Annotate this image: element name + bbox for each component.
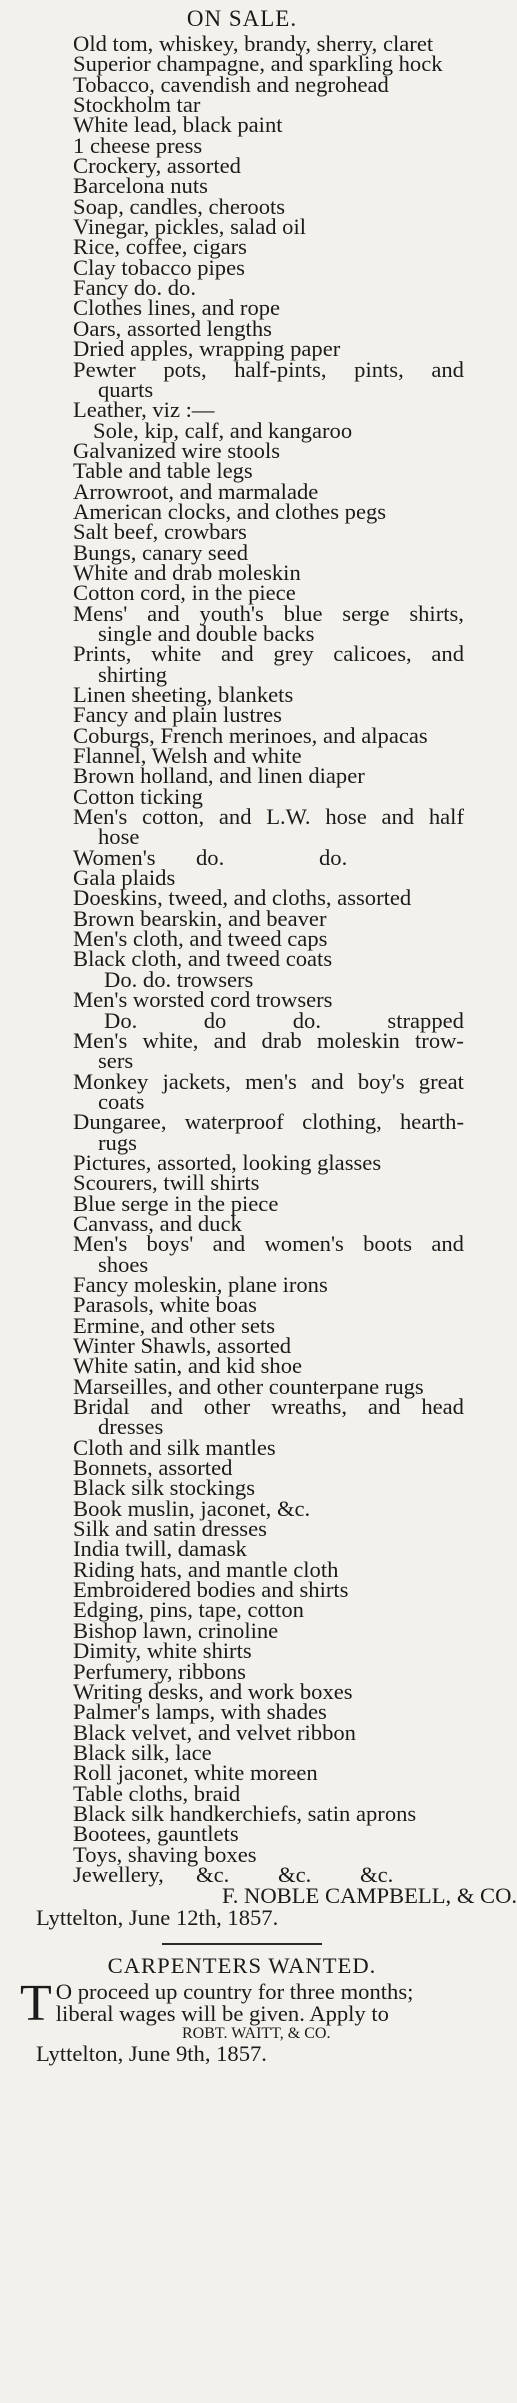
drop-cap-letter: T (20, 1975, 52, 2033)
carpenters-advert (12, 1953, 472, 2065)
list-item: Black cloth, and tweed coats (73, 946, 333, 972)
list-item: Palmer's lamps, with shades (73, 1699, 327, 1725)
list-item-word: do. (292, 1007, 321, 1033)
list-item: rugs (98, 1129, 137, 1155)
list-item-word: boys' (146, 1231, 194, 1257)
carpenters-line: liberal wages will be given. Apply to (55, 2001, 389, 2027)
list-item: Clothes lines, and rope (73, 295, 281, 321)
list-item: Cloth and silk mantles (73, 1434, 276, 1460)
list-item-word: and (150, 1394, 183, 1420)
list-item: Do. do. trowsers (104, 966, 254, 992)
carpenters-dateline: Lyttelton, June 9th, 1857. (36, 2041, 267, 2067)
list-item-word: Bridal (73, 1394, 130, 1420)
list-item: Pictures, assorted, looking glasses (73, 1149, 382, 1175)
list-item: Coburgs, French merinoes, and alpacas (73, 722, 428, 748)
list-item-word: and (431, 356, 464, 382)
list-item-word: head (421, 1394, 464, 1420)
list-item-word: pints, (354, 356, 404, 382)
list-item: Fancy moleskin, plane irons (73, 1271, 328, 1297)
list-item: Arrowroot, and marmalade (73, 478, 319, 504)
list-item: Table cloths, braid (73, 1780, 241, 1806)
list-item-word: hose (325, 804, 367, 830)
list-item-word: Do. (104, 1007, 138, 1033)
list-item: Old tom, whiskey, brandy, sherry, claret (73, 31, 434, 56)
list-item: Toys, shaving boxes (73, 1841, 257, 1867)
list-item-word: great (418, 1068, 464, 1094)
list-item-word: and (431, 641, 464, 667)
list-item: Oars, assorted lengths (73, 315, 272, 341)
list-item-word: half-pints, (234, 356, 327, 382)
list-item-word: white (151, 641, 202, 667)
list-item: Gala plaids (73, 865, 176, 891)
list-item-word: shirts, (409, 600, 464, 626)
list-item: American clocks, and clothes pegs (73, 498, 387, 524)
list-item: Vinegar, pickles, salad oil (73, 214, 307, 240)
goods-list (12, 31, 472, 1887)
list-item: Edging, pins, tape, cotton (73, 1597, 304, 1623)
list-item: Superior champagne, and sparkling hock (73, 51, 443, 77)
list-item: quarts (98, 376, 154, 402)
list-item-word: men's (245, 1068, 297, 1094)
list-item-word: wreaths, (271, 1394, 347, 1420)
list-item (12, 1394, 472, 1420)
list-item: Writing desks, and work boxes (73, 1678, 353, 1704)
list-item-column: Women's (73, 844, 156, 870)
list-item-word: women's (264, 1231, 344, 1257)
list-item-word: and (311, 1068, 344, 1094)
list-item: Book muslin, jaconet, &c. (73, 1495, 311, 1521)
list-item-word: Men's (73, 1231, 128, 1257)
list-item: Marseilles, and other counterpane rugs (73, 1373, 424, 1399)
list-item: White satin, and kid shoe (73, 1353, 303, 1379)
list-item-word: do (203, 1007, 227, 1033)
list-item: Winter Shawls, assorted (73, 1333, 292, 1358)
list-item: Stockholm tar (73, 92, 201, 118)
list-item: Bishop lawn, crinoline (73, 1617, 279, 1643)
list-item-word: Mens' (73, 600, 128, 626)
list-item: hose (98, 824, 140, 850)
list-item: Roll jaconet, white moreen (73, 1760, 318, 1786)
list-item-word: and (147, 600, 180, 626)
list-item-word: drab (261, 1027, 302, 1053)
list-item: shoes (98, 1251, 149, 1277)
list-item: Canvass, and duck (73, 1210, 242, 1236)
list-item: Men's cloth, and tweed caps (73, 926, 328, 952)
list-item: Clay tobacco pipes (73, 254, 245, 280)
advert-dateline: Lyttelton, June 12th, 1857. (36, 1905, 279, 1931)
list-item: coats (98, 1088, 145, 1114)
list-item-word: boy's (357, 1068, 405, 1094)
list-item: Barcelona nuts (73, 173, 208, 199)
list-item-word: blue (283, 600, 323, 626)
list-item-word: jackets, (162, 1068, 231, 1094)
list-item (12, 641, 472, 667)
list-item: India twill, damask (73, 1536, 247, 1562)
list-item: Embroidered bodies and shirts (73, 1577, 349, 1603)
list-item: Black silk, lace (73, 1739, 212, 1765)
carpenters-body (12, 1975, 472, 2033)
list-item (12, 804, 472, 830)
list-item-word: cotton, (142, 804, 205, 830)
list-item: single and double backs (98, 620, 315, 646)
list-item-word: Prints, (73, 641, 132, 667)
list-item-word: trow- (415, 1027, 464, 1053)
list-item-word: calicoes, (333, 641, 412, 667)
on-sale-heading: ON SALE. (186, 6, 298, 31)
list-item-word: and (381, 804, 415, 830)
list-item: Blue serge in the piece (73, 1190, 279, 1216)
advert-divider (162, 1943, 322, 1945)
list-item-word: L.W. (266, 804, 311, 830)
list-item-word: and (212, 1231, 246, 1257)
list-item: Dimity, white shirts (73, 1638, 252, 1664)
list-item: Brown holland, and linen diaper (73, 763, 365, 789)
list-item: Cotton cord, in the piece (73, 580, 296, 606)
list-item-column: &c. (360, 1861, 394, 1887)
list-item-column: do. (196, 844, 225, 870)
list-item: sers (98, 1048, 134, 1074)
list-item: Sole, kip, calf, and kangaroo (93, 417, 353, 443)
list-item: Doeskins, tweed, and cloths, assorted (73, 885, 412, 911)
list-item: Black velvet, and velvet ribbon (73, 1719, 356, 1745)
list-item: Crockery, assorted (73, 153, 241, 179)
list-item-word: youth's (199, 600, 264, 626)
list-item: Perfumery, ribbons (73, 1658, 246, 1684)
list-item: Table and table legs (73, 458, 253, 484)
list-item: Fancy do. do. (73, 275, 196, 301)
list-item-word: Pewter (73, 356, 136, 382)
list-item: Salt beef, crowbars (73, 519, 247, 545)
list-item: Linen sheeting, blankets (73, 682, 294, 707)
list-item-word: and (431, 1231, 464, 1257)
list-item (12, 1861, 472, 1887)
list-item: Tobacco, cavendish and negrohead (73, 71, 389, 97)
carpenters-signature: ROBT. WAITT, & CO. (182, 2025, 331, 2043)
list-item: Men's worsted cord trowsers (73, 987, 333, 1013)
list-item: Leather, viz :— (73, 397, 215, 423)
list-item: Dried apples, wrapping paper (73, 336, 341, 362)
list-item: Parasols, white boas (73, 1292, 257, 1318)
list-item: Bungs, canary seed (73, 539, 249, 565)
list-item-word: boots (363, 1231, 413, 1257)
list-item: Bootees, gauntlets (73, 1821, 239, 1847)
list-item: Silk and satin dresses (73, 1516, 267, 1542)
list-item: White and drab moleskin (73, 559, 301, 585)
list-item: shirting (98, 661, 168, 687)
list-item-word: pots, (163, 356, 207, 382)
list-item (12, 1109, 472, 1135)
list-item: dresses (98, 1414, 164, 1440)
list-item-column: Jewellery, (73, 1861, 164, 1887)
list-item-word: and (213, 1027, 247, 1053)
list-item-word: strapped (387, 1007, 464, 1033)
list-item (12, 356, 472, 382)
list-item-word: grey (273, 641, 314, 667)
list-item: Scourers, twill shirts (73, 1170, 260, 1196)
list-item-column: do. (319, 844, 348, 870)
list-item: 1 cheese press (73, 132, 203, 158)
list-item-word: and (218, 804, 252, 830)
list-item: Ermine, and other sets (73, 1312, 276, 1338)
list-item-word: serge (342, 600, 390, 626)
list-item-column: &c. (278, 1861, 312, 1887)
list-item-word: other (203, 1394, 251, 1420)
list-item-word: Men's (73, 804, 128, 830)
list-item: Soap, candles, cheroots (73, 193, 286, 219)
list-item: Black silk stockings (73, 1475, 255, 1501)
carpenters-heading: CARPENTERS WANTED. (107, 1953, 377, 1979)
list-item: Cotton ticking (73, 783, 203, 809)
list-item: White lead, black paint (73, 112, 283, 138)
list-item: Rice, coffee, cigars (73, 234, 247, 260)
list-item: Bonnets, assorted (73, 1455, 233, 1481)
list-item-word: waterproof (184, 1109, 284, 1135)
list-item-word: white, (142, 1027, 199, 1053)
list-item-column: &c. (196, 1861, 230, 1887)
list-item-word: Dungaree, (73, 1109, 167, 1135)
list-item (12, 1231, 472, 1257)
list-item-word: Men's (73, 1027, 128, 1053)
list-item: Flannel, Welsh and white (73, 743, 302, 769)
list-item: Galvanized wire stools (73, 437, 281, 463)
list-item-word: and (221, 641, 254, 667)
merchant-signature: F. NOBLE CAMPBELL, & CO. (222, 1883, 517, 1909)
carpenters-line: O proceed up country for three months; (55, 1979, 414, 2005)
list-item-word: moleskin (316, 1027, 400, 1053)
list-item: Fancy and plain lustres (73, 702, 282, 728)
list-item-word: and (367, 1394, 401, 1420)
list-item: Brown bearskin, and beaver (73, 905, 327, 931)
list-item (12, 1068, 472, 1094)
list-item-word: half (428, 804, 464, 830)
list-item-word: Monkey (73, 1068, 149, 1094)
list-item: Riding hats, and mantle cloth (73, 1556, 339, 1582)
list-item-word: clothing, (302, 1109, 382, 1135)
list-item-word: hearth- (400, 1109, 464, 1135)
list-item (12, 1027, 472, 1053)
list-item: Black silk handkerchiefs, satin aprons (73, 1800, 417, 1826)
